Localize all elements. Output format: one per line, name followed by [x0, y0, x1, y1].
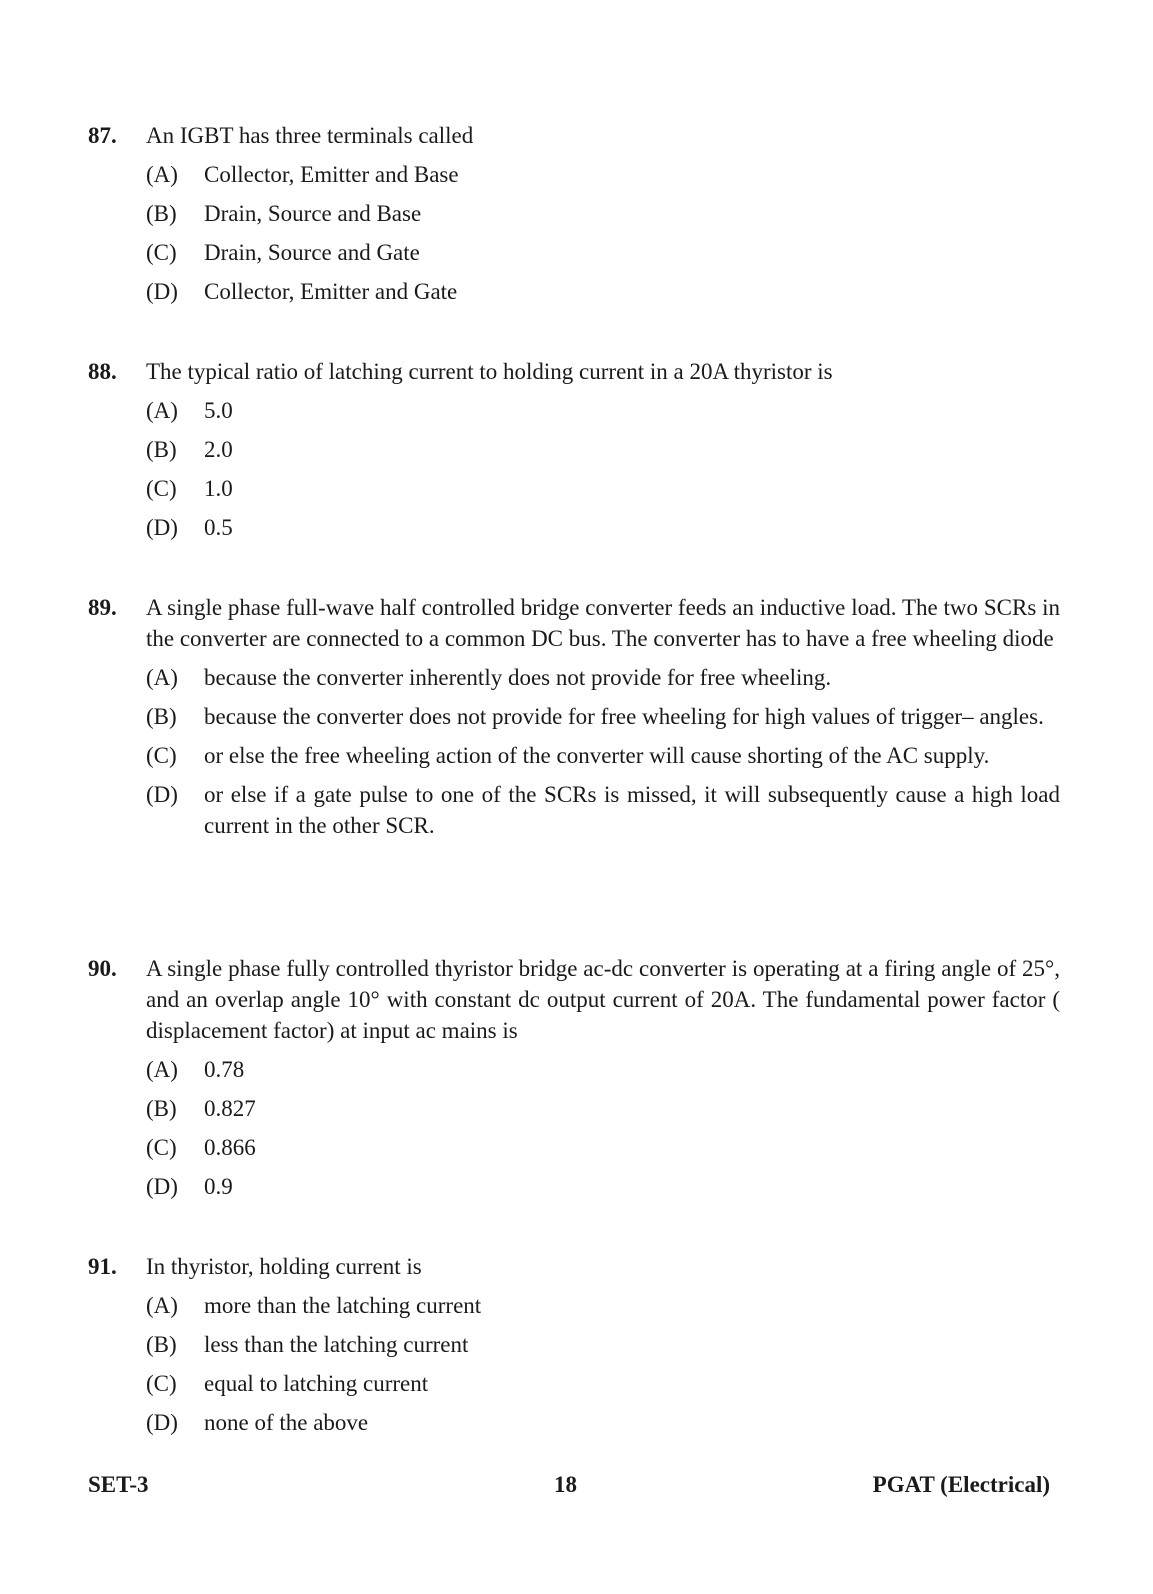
- question-stem: [88, 1251, 1060, 1282]
- option-letter: (B): [146, 704, 177, 729]
- question-89: [88, 592, 1060, 849]
- question-stem: [88, 120, 1060, 151]
- option-b: [88, 198, 1060, 229]
- option-d: [88, 276, 1060, 307]
- option-letter: (A): [146, 1057, 178, 1082]
- option-text: 0.827: [204, 1096, 256, 1121]
- footer-set-label: SET-3: [88, 1472, 149, 1497]
- option-text: more than the latching current: [204, 1293, 482, 1318]
- option-text: 0.9: [204, 1174, 233, 1199]
- option-text: Collector, Emitter and Base: [204, 162, 459, 187]
- option-text: 0.78: [204, 1057, 245, 1082]
- option-a: [88, 1290, 1060, 1321]
- option-c: [88, 740, 1060, 771]
- footer-page-number: 18: [554, 1472, 577, 1497]
- option-letter: (B): [146, 1096, 177, 1121]
- question-text: The typical ratio of latching current to holding current in a 20A thyristor is: [146, 359, 833, 384]
- option-text: 0.866: [204, 1135, 256, 1160]
- question-number: 87.: [88, 123, 117, 148]
- option-text: none of the above: [204, 1410, 369, 1435]
- option-text: 2.0: [204, 437, 233, 462]
- option-letter: (C): [146, 1371, 177, 1396]
- option-a: [88, 1054, 1060, 1085]
- option-text: because the converter inherently does not provide for free wheeling.: [204, 665, 832, 690]
- question-number: 91.: [88, 1254, 117, 1279]
- option-c: [88, 1368, 1060, 1399]
- option-letter: (C): [146, 240, 177, 265]
- question-text: A single phase fully controlled thyristor bridge ac-dc converter is operating at a firing angle of 25°, and an overlap angle 10° with constant dc output current of 20A. The fundamental power factor ( displacement factor) at input ac mains is: [146, 956, 1060, 1043]
- option-letter: (A): [146, 665, 178, 690]
- option-letter: (D): [146, 515, 178, 540]
- option-c: [88, 473, 1060, 504]
- option-c: [88, 237, 1060, 268]
- option-letter: (A): [146, 1293, 178, 1318]
- option-letter: (D): [146, 1410, 178, 1435]
- option-text: less than the latching current: [204, 1332, 469, 1357]
- option-d: [88, 779, 1060, 841]
- question-87: [88, 120, 1060, 315]
- option-letter: (C): [146, 1135, 177, 1160]
- options-list: [88, 159, 1060, 307]
- option-b: [88, 1329, 1060, 1360]
- option-text: Drain, Source and Gate: [204, 240, 420, 265]
- option-letter: (B): [146, 201, 177, 226]
- option-letter: (D): [146, 279, 178, 304]
- question-88: [88, 356, 1060, 551]
- footer-exam-title: PGAT (Electrical): [872, 1472, 1050, 1497]
- options-list: [88, 1054, 1060, 1202]
- question-text: An IGBT has three terminals called: [146, 123, 474, 148]
- question-number: 89.: [88, 595, 117, 620]
- option-letter: (B): [146, 437, 177, 462]
- question-90: [88, 953, 1060, 1210]
- option-letter: (D): [146, 782, 178, 807]
- option-letter: (A): [146, 162, 178, 187]
- question-stem: [88, 592, 1060, 654]
- option-letter: (B): [146, 1332, 177, 1357]
- option-text: 1.0: [204, 476, 233, 501]
- question-number: 90.: [88, 956, 117, 981]
- options-list: [88, 1290, 1060, 1438]
- option-text: Drain, Source and Base: [204, 201, 422, 226]
- option-d: [88, 512, 1060, 543]
- page-footer: [88, 1472, 1050, 1502]
- option-text: because the converter does not provide for free wheeling for high values of trigger– angles.: [204, 704, 1044, 729]
- option-b: [88, 1093, 1060, 1124]
- option-text: or else the free wheeling action of the converter will cause shorting of the AC supply.: [204, 743, 990, 768]
- option-letter: (C): [146, 476, 177, 501]
- option-text: equal to latching current: [204, 1371, 429, 1396]
- question-text: In thyristor, holding current is: [146, 1254, 422, 1279]
- option-letter: (A): [146, 398, 178, 423]
- options-list: [88, 662, 1060, 841]
- option-letter: (C): [146, 743, 177, 768]
- option-c: [88, 1132, 1060, 1163]
- question-91: [88, 1251, 1060, 1446]
- option-d: [88, 1407, 1060, 1438]
- question-text: A single phase full-wave half controlled bridge converter feeds an inductive load. The two SCRs in the converter are connected to a common DC bus. The converter has to have a free wheeling diode: [146, 595, 1060, 651]
- option-b: [88, 434, 1060, 465]
- option-letter: (D): [146, 1174, 178, 1199]
- question-stem: [88, 953, 1060, 1046]
- options-list: [88, 395, 1060, 543]
- option-text: or else if a gate pulse to one of the SCRs is missed, it will subsequently cause a high load current in the other SCR.: [204, 782, 1060, 838]
- option-text: Collector, Emitter and Gate: [204, 279, 458, 304]
- option-b: [88, 701, 1060, 732]
- option-a: [88, 159, 1060, 190]
- option-a: [88, 395, 1060, 426]
- question-number: 88.: [88, 359, 117, 384]
- question-stem: [88, 356, 1060, 387]
- option-text: 0.5: [204, 515, 233, 540]
- option-text: 5.0: [204, 398, 233, 423]
- option-d: [88, 1171, 1060, 1202]
- option-a: [88, 662, 1060, 693]
